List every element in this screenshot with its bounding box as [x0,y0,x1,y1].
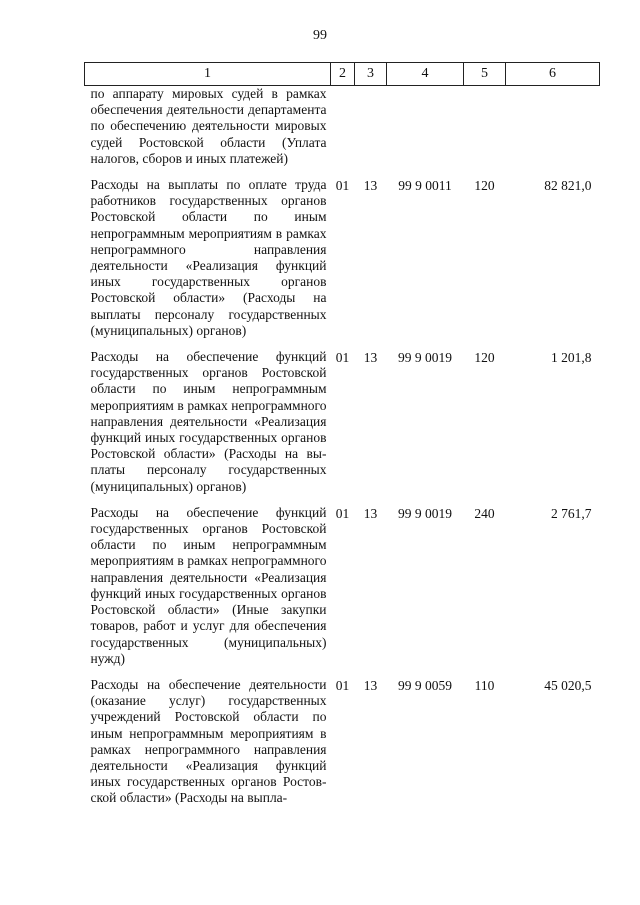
section-code: 01 [335,505,350,521]
table-row [85,677,600,817]
header-col-6: 6 [506,63,600,86]
target-article-code [387,86,464,178]
amount: 82 821,0 [544,178,592,194]
section-code [331,86,355,178]
target-article-code: 99 9 0019 [398,505,452,521]
budget-table [84,62,600,817]
target-article-code: 99 9 0019 [398,350,452,366]
target-article-code: 99 9 0011 [398,178,452,194]
target-article-code: 99 9 0059 [398,677,452,693]
expense-type-code: 120 [474,350,495,366]
expense-description: по аппарату мировых судей в рамках обеспечения деятельности департамента по обеспечению деятельности мировых судей Ростовской области (Уплата налогов, сборов и иных платежей) [90,86,327,166]
section-code: 01 [335,350,350,366]
amount: 45 020,5 [544,677,592,693]
header-col-1: 1 [85,63,331,86]
table-row [85,86,600,178]
page-number: 99 [313,28,327,43]
expense-description: Расходы на обеспечение функций государственных органов Ростовской области по иным непрограммным мероприятиям в рамках непрограммного направления деятельности «Реализация функций иных государственных органов Ростовской области» (Иные закупки товаров, работ и услуг для обеспечения государственных (муниципальных) нужд) [90,504,327,666]
subsection-code [355,86,387,178]
header-col-3: 3 [355,63,387,86]
subsection-code: 13 [363,677,378,693]
header-row [85,63,600,86]
table-row [85,177,600,349]
header-col-4: 4 [387,63,464,86]
subsection-code: 13 [363,178,378,194]
expense-type-code: 110 [474,677,495,693]
expense-description: Расходы на обеспечение функций государственных органов Ростовской области по иным непрограммным мероприятиям в рамках непрограммного направления деятельности «Реализация функций иных государственных органов Ростовской области» (Расходы на выплаты персоналу государственных (муниципальных) органов) [90,349,327,494]
expense-description: Расходы на выплаты по оплате труда работников государственных органов Ростовской области по иным непрограммным мероприятиям в рамках непрограммного направления деятельности «Реализация функций иных государственных органов Ростовской области» (Расходы на выплаты персоналу государственных (муниципальных) органов) [90,177,327,338]
table-body [85,86,600,817]
subsection-code: 13 [363,505,378,521]
table-row [85,349,600,505]
subsection-code: 13 [363,350,378,366]
header-col-2: 2 [331,63,355,86]
table-row [85,505,600,677]
section-code: 01 [335,677,350,693]
table-header [85,63,600,86]
expense-type-code: 120 [474,178,495,194]
expense-type-code [464,86,506,178]
expense-description: Расходы на обеспечение деятельности (оказание услуг) государственных учреждений Ростовской области по иным непрограммным мероприятиям в рамках непрограммного направления деятельности «Реализация функций иных государственных органов Ростовской области» (Расходы на выпла- [90,676,327,806]
amount: 1 201,8 [551,350,592,366]
amount: 2 761,7 [551,505,592,521]
section-code: 01 [335,178,350,194]
expense-type-code: 240 [474,505,495,521]
amount [506,86,600,178]
header-col-5: 5 [464,63,506,86]
